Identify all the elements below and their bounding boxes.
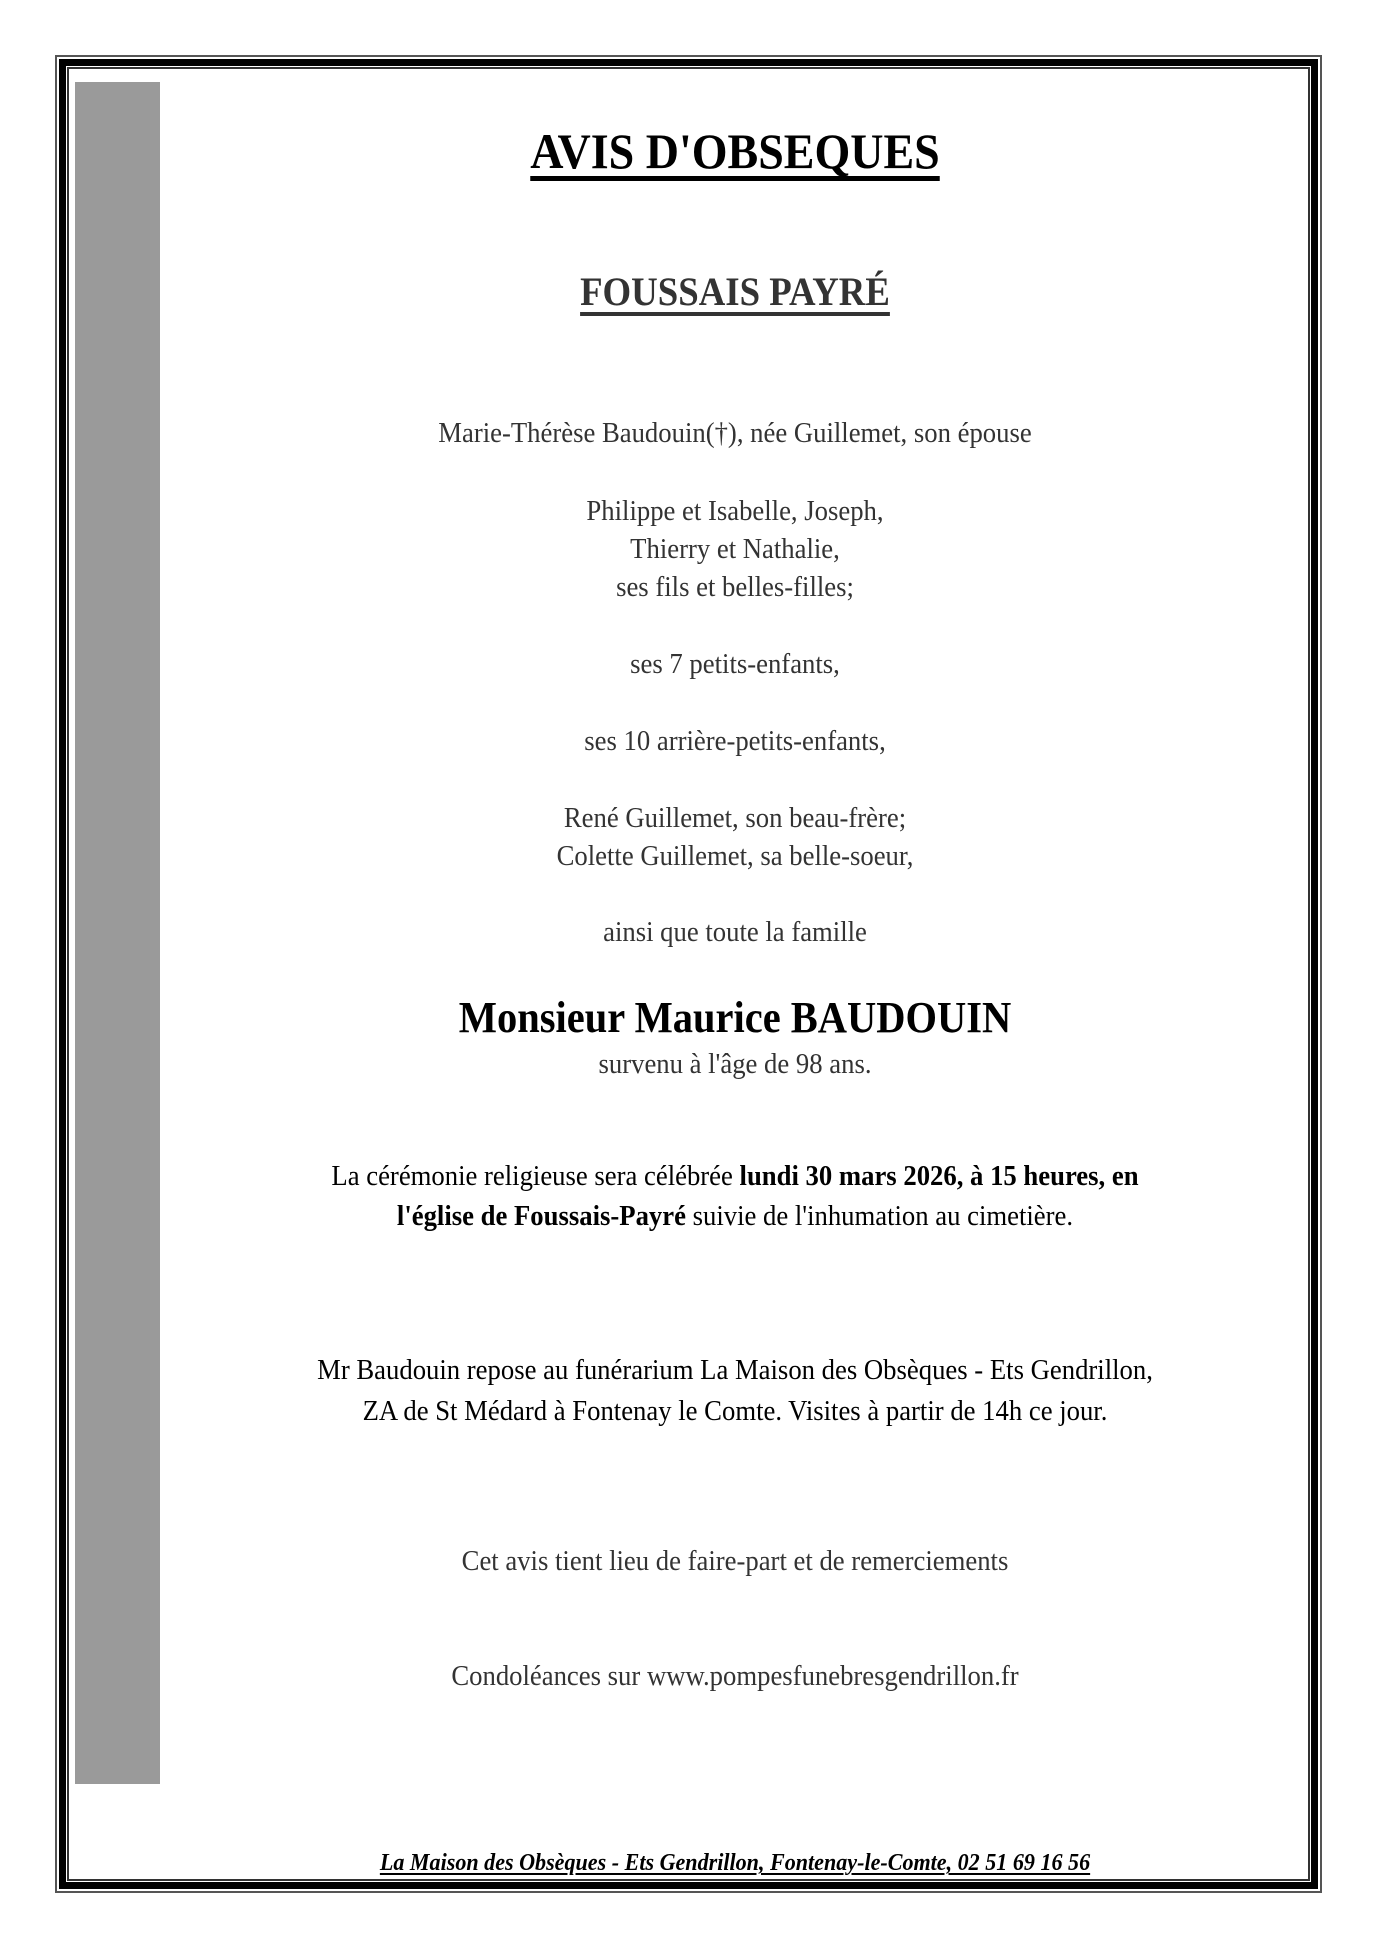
family-great-grandchildren: ses 10 arrière-petits-enfants,	[584, 725, 886, 757]
family-sons-2: Thierry et Nathalie,	[630, 533, 840, 565]
funeral-home-footer: La Maison des Obsèques - Ets Gendrillon, Fontenay-le-Comte, 02 51 69 16 56	[379, 1850, 1091, 1876]
family-grandchildren: ses 7 petits-enfants,	[630, 648, 840, 680]
thanks-line: Cet avis tient lieu de faire-part et de remerciements	[461, 1545, 1009, 1577]
town-heading: FOUSSAIS PAYRÉ	[580, 269, 890, 314]
family-sister-in-law: Colette Guillemet, sa belle-soeur,	[556, 840, 914, 872]
funerarium-line-2: ZA de St Médard à Fontenay le Comte. Visites à partir de 14h ce jour.	[362, 1395, 1108, 1427]
family-sons-1: Philippe et Isabelle, Joseph,	[586, 495, 884, 527]
family-brother-in-law: René Guillemet, son beau-frère;	[563, 802, 907, 834]
notice-title: AVIS D'OBSEQUES	[530, 123, 940, 179]
deceased-name: Monsieur Maurice BAUDOUIN	[458, 993, 1012, 1042]
ceremony-date-time: lundi 30 mars 2026, à 15 heures, en	[739, 1160, 1139, 1192]
ceremony-line-1-plain: La cérémonie religieuse sera célébrée	[331, 1160, 740, 1192]
decorative-side-bar	[75, 82, 160, 1784]
ceremony-line-2	[206, 1202, 1264, 1231]
funerarium-line-1: Mr Baudouin repose au funérarium La Maison des Obsèques - Ets Gendrillon,	[317, 1354, 1153, 1386]
family-all: ainsi que toute la famille	[603, 916, 867, 948]
family-spouse: Marie-Thérèse Baudouin(†), née Guillemet, son épouse	[438, 417, 1032, 449]
age-line: survenu à l'âge de 98 ans.	[598, 1048, 872, 1080]
page-border-inner	[67, 67, 1310, 1881]
ceremony-line-1	[206, 1162, 1264, 1191]
condolences-line: Condoléances sur www.pompesfunebresgendrillon.fr	[451, 1660, 1019, 1692]
ceremony-line-2-plain: suivie de l'inhumation au cimetière.	[685, 1200, 1074, 1232]
ceremony-location: l'église de Foussais-Payré	[396, 1200, 686, 1232]
family-sons-3: ses fils et belles-filles;	[616, 571, 854, 603]
